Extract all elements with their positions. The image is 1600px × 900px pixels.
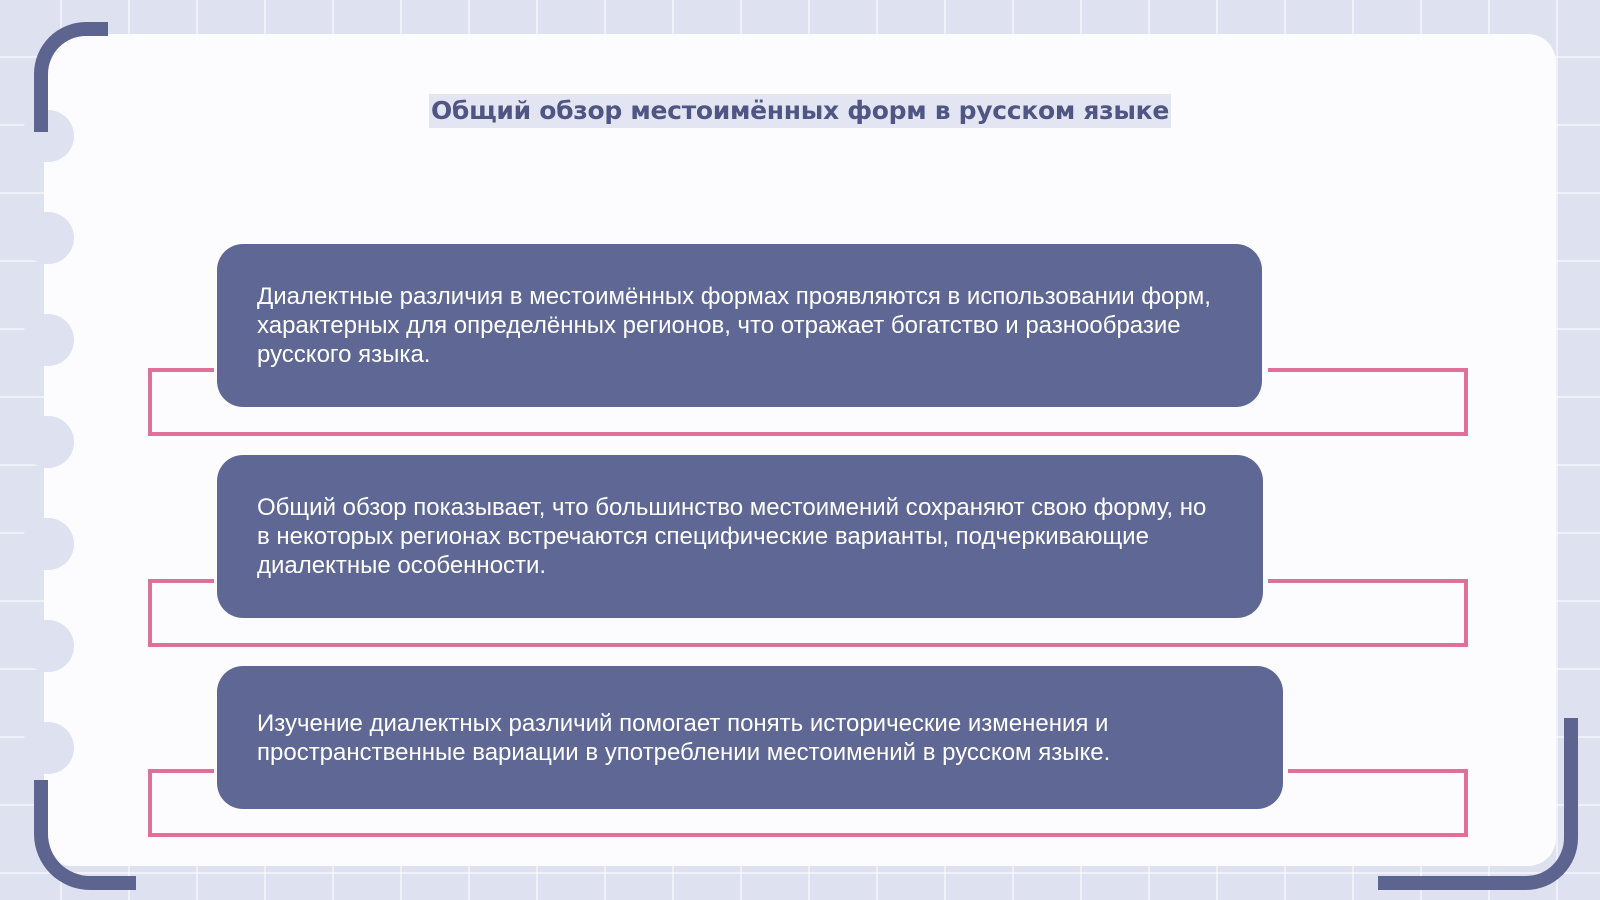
card-text: Изучение диалектных различий помогает понять исторические изменения и пространственные вариации в употреблении местоимений в русском языке. — [257, 709, 1111, 766]
slide-title: Общий обзор местоимённых форм в русском языке — [429, 94, 1171, 128]
corner-bracket-bottom-left — [34, 780, 136, 890]
card-frame-top-right — [1288, 769, 1468, 773]
card-frame-top-left — [148, 368, 214, 372]
content-card-2 — [217, 455, 1263, 618]
content-card-3 — [217, 666, 1283, 809]
card-frame-top-right — [1268, 579, 1468, 583]
punch-hole — [22, 518, 74, 570]
punch-hole — [22, 416, 74, 468]
title-container — [0, 94, 1600, 128]
content-card-1 — [217, 244, 1262, 407]
card-text: Диалектные различия в местоимённых формах проявляются в использовании форм, характерных для определённых регионов, что отражает богатство и разнообразие русского языка. — [257, 283, 1211, 368]
card-frame-top-left — [148, 769, 214, 773]
card-frame-top-left — [148, 579, 214, 583]
card-text: Общий обзор показывает, что большинство местоимений сохраняют свою форму, но в некоторых регионах встречаются специфические варианты, подчеркивающие диалектные особенности. — [257, 494, 1207, 579]
punch-hole — [22, 722, 74, 774]
punch-hole — [22, 314, 74, 366]
punch-hole — [22, 212, 74, 264]
card-frame-top-right — [1268, 368, 1468, 372]
punch-hole — [22, 620, 74, 672]
